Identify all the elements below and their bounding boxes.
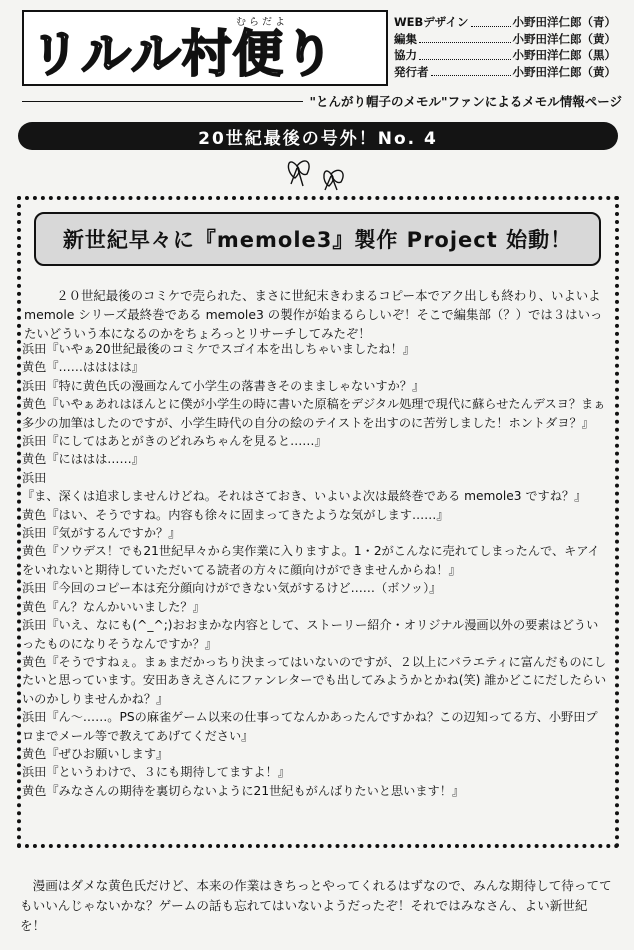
credit-name: 小野田洋仁郎（黒） [512, 48, 616, 62]
article-headline: 新世紀早々に『memole3』製作 Project 始動！ [34, 212, 601, 266]
dialogue-text: 『みなさんの期待を裏切らないように21世紀もがんばりたいと思います！』 [46, 783, 465, 798]
dialogue-text: 『……はははは』 [46, 360, 144, 375]
credit-row [394, 47, 616, 64]
dialogue-text: 『ぜひお願いします』 [46, 746, 169, 761]
page-subtitle: "とんがり帽子のメモル"ファンによるメモル情報ページ [309, 94, 622, 109]
credit-role: 協力 [394, 48, 417, 62]
dialogue-text: 『そうですねぇ。まぁまだかっちり決まってはいないのですが、２以上にバラエティに富んだものにしたいと思っています。安田あきえさんにファンレターでも出してみようかとかね(笑) 誰かどこにだしたらいいのかしりませんかね？』 [22, 654, 607, 706]
dialogue-line [22, 616, 608, 653]
speaker-name: 浜田 [22, 378, 47, 393]
leader-dots [431, 64, 511, 77]
speaker-name: 浜田 [22, 434, 47, 449]
credit-name: 小野田洋仁郎（黄） [512, 31, 616, 46]
dialogue-line [22, 579, 608, 597]
speaker-name: 黄色 [22, 397, 47, 412]
dialogue-line [22, 450, 608, 468]
article-lead: ２０世紀最後のコミケで売られた、まさに世紀末きわまるコピー本でアク出しも終わり、いよいよ memole シリーズ最終巻である memole3 の製作が始まるらしいぞ！そこで編集部（？）では３はいったいどういう本になるのかをちょろっとリサーチしてみたぞ！ [24, 288, 603, 342]
dialogue-text: 『ソウデス！でも21世紀早々から実作業に入りますよ。1・2がこんなに売れてしまったんで、キアイをいれないと期待していただいてる読者の方々に顔向けができませんからね！』 [22, 544, 600, 577]
credit-row [394, 14, 616, 31]
credit-role: WEBデザイン [394, 15, 469, 29]
dialogue-line [22, 782, 608, 800]
speaker-name: 黄色 [22, 507, 47, 522]
dialogue-text: 『気がするんですか？』 [46, 526, 181, 541]
dialogue-text: 『にははは……』 [46, 452, 144, 467]
dialogue-line [22, 395, 608, 432]
dialogue-text: 『いやぁ20世紀最後のコミケでスゴイ本を出しちゃいましたね！』 [46, 342, 415, 356]
speaker-name: 黄色 [22, 452, 47, 467]
dialogue-text: 『特に黄色氏の漫画なんて小学生の落書きそのまましゃないすか？』 [46, 378, 425, 393]
subtitle-row [22, 92, 622, 110]
leader-dots [471, 14, 511, 27]
speaker-name: 黄色 [22, 599, 47, 614]
dialogue-text: 『ん？なんかいいました？』 [46, 599, 205, 614]
speaker-name: 黄色 [22, 746, 47, 761]
speaker-name: 黄色 [22, 654, 47, 669]
dialogue-line [22, 598, 608, 616]
dialogue-line [22, 524, 608, 542]
dialogue-line [22, 432, 608, 450]
dialogue-line [22, 377, 608, 395]
newsletter-title: リルル村便り [30, 25, 335, 83]
ribbon-bow-icon [283, 152, 353, 192]
dialogue-text: 『いえ、なにも(^_^;)おおまかな内容として、ストーリー紹介・オリジナル漫画以外の要素はどういったものになりそうなんですか？』 [22, 618, 599, 651]
title-ruby: むらだよ [236, 17, 288, 28]
speaker-name: 浜田 [22, 470, 47, 485]
issue-banner: 20世紀最後の号外！No. 4 [18, 122, 618, 150]
dialogue-line [22, 340, 608, 358]
credits-list [394, 14, 616, 80]
dialogue-text: 『いやぁあれはほんとに僕が小学生の時に書いた原稿をデジタル処理で現代に蘇らせたんデスヨ？まぁ多少の加筆はしたのですが、小学生時代の自分の絵のテイストを出すのに苦労しました！ホントダヨ？』 [22, 397, 606, 430]
subtitle-rule [22, 101, 303, 102]
closing-paragraph: 漫画はダメな黄色氏だけど、本来の作業はきちっとやってくれるはずなので、みんな期待して待っててもいいんじゃないかな？ゲームの話も忘れてはいないようだったぞ！それではみなさん、よい新世紀を！ [20, 877, 612, 933]
speaker-name: 黄色 [22, 783, 47, 798]
speaker-name: 浜田 [22, 618, 47, 633]
dialogue-text: 『はい、そうですね。内容も徐々に固まってきたような気がします……』 [46, 507, 449, 522]
dialogue-text: 『にしてはあとがきのどれみちゃんを見ると……』 [46, 434, 327, 449]
speaker-name: 黄色 [22, 544, 47, 559]
credit-name: 小野田洋仁郎（黄） [512, 64, 616, 79]
dialogue-line [22, 708, 608, 745]
credit-role: 発行者 [394, 64, 429, 79]
speaker-name: 浜田 [22, 342, 47, 356]
leader-dots [419, 31, 511, 44]
dialogue-line [22, 358, 608, 376]
interview-dialogue [22, 340, 608, 800]
leader-dots [419, 47, 511, 60]
credit-role: 編集 [394, 31, 417, 46]
credit-row [394, 31, 616, 48]
speaker-name: 浜田 [22, 765, 47, 780]
dialogue-line [22, 653, 608, 708]
dialogue-text: 『というわけで、３にも期待してますよ！』 [46, 765, 290, 780]
masthead [22, 10, 388, 86]
credit-name: 小野田洋仁郎（青） [512, 15, 616, 29]
credit-row [394, 64, 616, 81]
dialogue-line [22, 542, 608, 579]
dialogue-line [22, 469, 608, 506]
dialogue-line [22, 506, 608, 524]
speaker-name: 浜田 [22, 581, 47, 596]
speaker-name: 黄色 [22, 360, 47, 375]
dialogue-line [22, 745, 608, 763]
speaker-name: 浜田 [22, 526, 47, 541]
speaker-name: 浜田 [22, 710, 47, 725]
dialogue-text: 『今回のコピー本は充分顔向けができない気がするけど……（ボソッ）』 [46, 581, 442, 596]
dialogue-text: 『ん～……。PSの麻雀ゲーム以来の仕事ってなんかあったんですかね？この辺知ってる方、小野田プロまでメール等で教えてあげてください』 [22, 710, 598, 743]
dialogue-line [22, 763, 608, 781]
dialogue-text: 『ま、深くは追求しませんけどね。それはさておき、いよいよ次は最終巻である memole3 ですね？』 [22, 489, 587, 504]
